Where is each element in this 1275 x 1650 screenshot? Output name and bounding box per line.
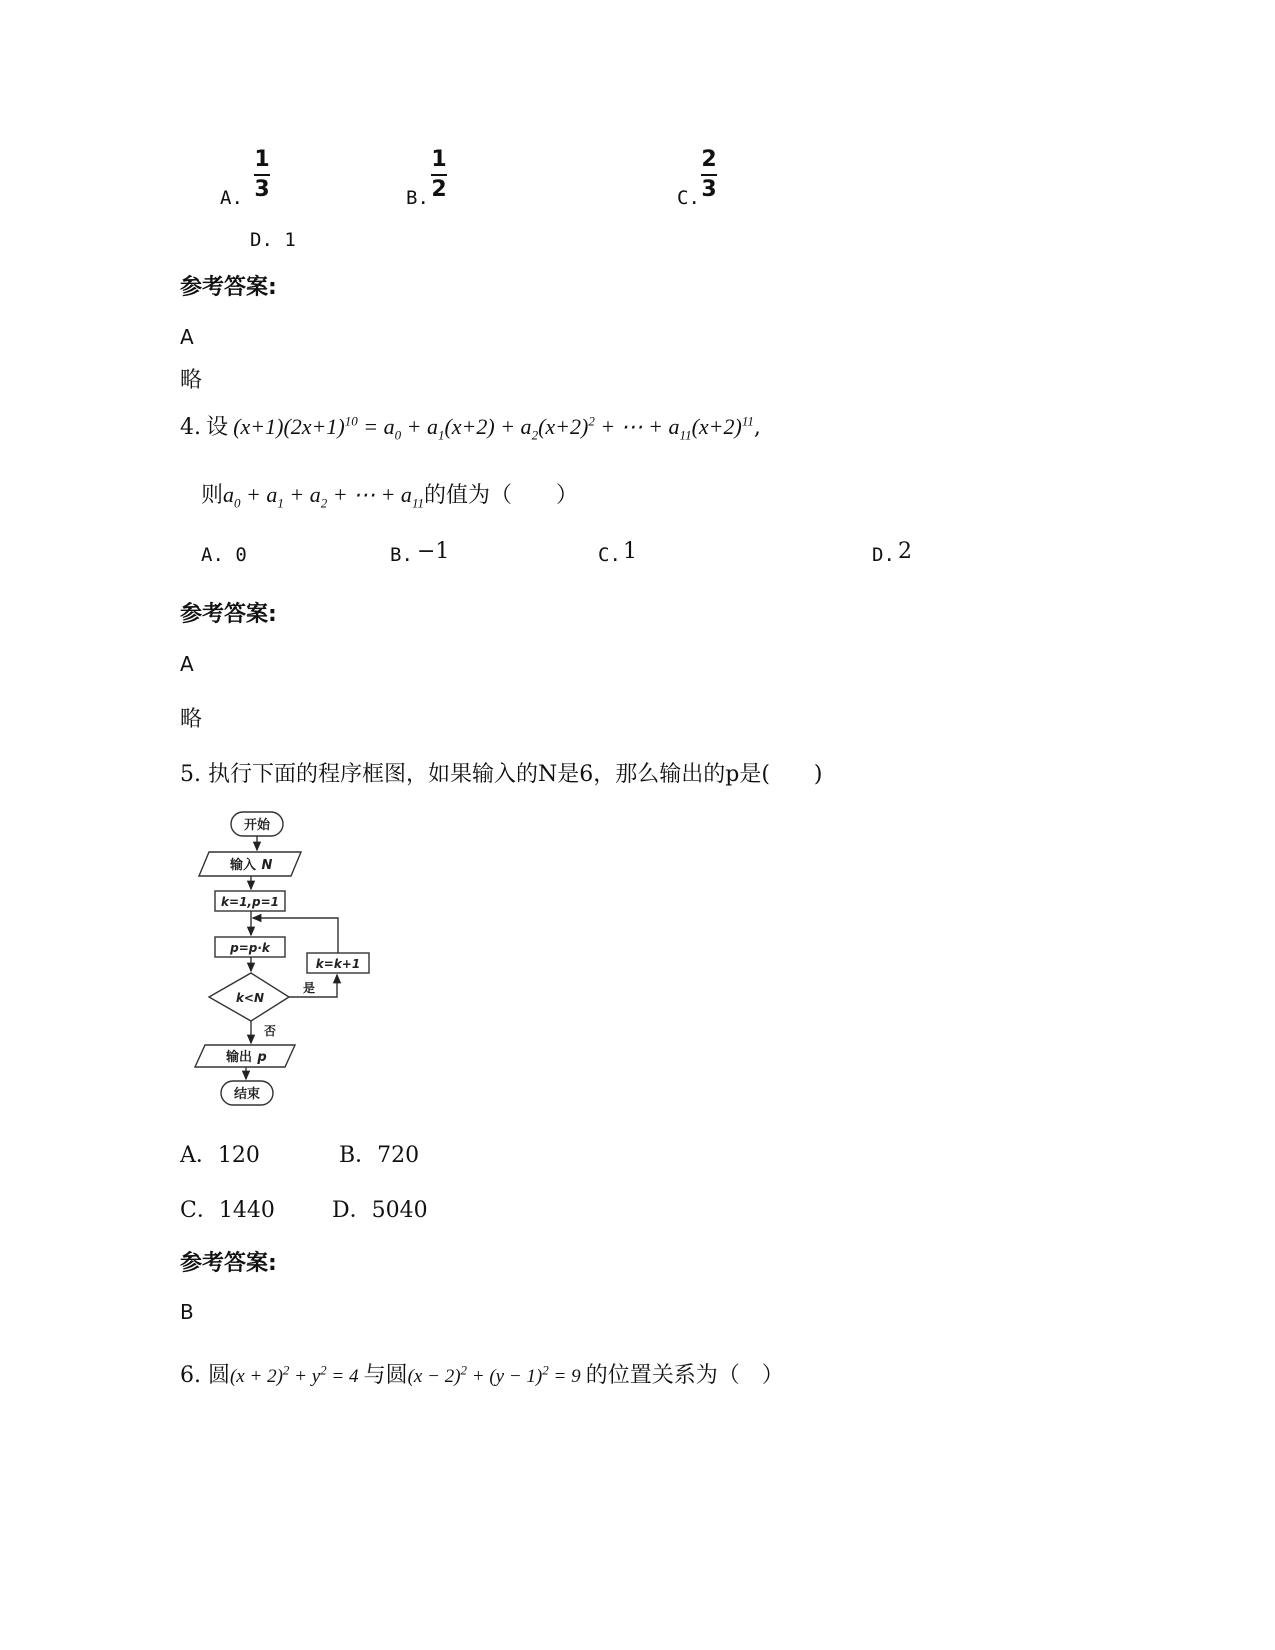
question-text: 的位置关系为（ ）: [585, 1363, 784, 1388]
flowchart-yes-label: 是: [302, 981, 316, 995]
fraction-numerator: 1: [431, 147, 447, 172]
answer-note: 略: [180, 368, 203, 393]
q3-option-a-fraction: [254, 148, 270, 202]
flowchart-end-label: 结束: [233, 1087, 261, 1102]
answer-note: 略: [180, 707, 203, 732]
q4-option-d-value: 2: [898, 539, 912, 564]
sum-expression: $a_0 + a_1 + a_2$ + ⋯ + $a_{11}$: [223, 482, 424, 511]
question-5: 5. 执行下面的程序框图，如果输入的N是6，那么输出的p是( ): [180, 762, 823, 787]
q4-option-b-label: B.: [390, 544, 413, 566]
equation-circle-1: $(x + 2)^2 + y^2 = 4$: [229, 1362, 359, 1387]
fraction-numerator: 1: [254, 147, 270, 172]
equation-circle-2: $(x - 2)^2 + (y - 1)^2 = 9$: [407, 1362, 581, 1387]
q5-option-a: A．120: [180, 1143, 260, 1168]
q3-option-b-label: B.: [406, 187, 429, 209]
answer-letter: B: [180, 1300, 194, 1324]
fraction-denominator: 3: [701, 177, 717, 202]
q4-option-d-label: D.: [872, 544, 895, 566]
answer-header: 参考答案:: [180, 602, 277, 627]
flowchart-increment-label: k=k+1: [315, 957, 361, 971]
fraction-denominator: 3: [254, 177, 270, 202]
fraction-denominator: 2: [431, 177, 447, 202]
flowchart-input-var: N: [261, 858, 273, 873]
flowchart-init-label: k=1,p=1: [221, 895, 279, 909]
flowchart: [185, 805, 385, 1110]
q5-option-b: B．720: [339, 1143, 420, 1168]
question-4-line2: [201, 478, 578, 511]
question-lead: 设: [206, 415, 229, 440]
flowchart-process-label: p=p·k: [230, 941, 270, 955]
q4-option-c-label: C.: [598, 544, 621, 566]
q5-option-c: C．1440: [180, 1198, 275, 1223]
question-6: [180, 1358, 784, 1389]
q3-option-b-fraction: [431, 148, 447, 202]
flowchart-condition-label: k<N: [235, 991, 265, 1005]
answer-header: 参考答案:: [180, 275, 277, 300]
q5-option-d: D．5040: [332, 1198, 428, 1223]
question-text: 则: [201, 483, 224, 508]
question-text: 的值为（ ）: [423, 483, 578, 508]
flowchart-no-label: 否: [263, 1024, 277, 1038]
answer-letter: A: [180, 652, 194, 676]
flowchart-start-label: 开始: [243, 818, 271, 833]
q4-option-c-value: 1: [623, 539, 637, 564]
answer-header: 参考答案:: [180, 1251, 277, 1276]
q3-option-d: D. 1: [250, 229, 296, 251]
flowchart-input-label: 输入: [229, 858, 257, 873]
q3-option-a-label: A.: [220, 187, 243, 209]
question-lead: 6. 圆: [180, 1363, 230, 1388]
question-4: 4. 设 $(x+1)(2x+1)^{10} = a_0 + a_1(x+2) + a_2(x+2)^2$ + ⋯ + $a_{11}(x+2)^{11}$,: [180, 413, 761, 443]
q4-option-a: A. 0: [201, 544, 247, 566]
question-number: 4.: [180, 415, 201, 440]
q3-option-c-fraction: [701, 148, 717, 202]
answer-letter: A: [180, 325, 194, 349]
q3-option-c-label: C.: [677, 187, 700, 209]
flowchart-output-label: 输出: [225, 1050, 253, 1065]
fraction-numerator: 2: [701, 147, 717, 172]
flowchart-output-var: p: [257, 1050, 267, 1065]
q4-option-b-value: −1: [417, 539, 450, 564]
question-text: 与圆: [363, 1363, 408, 1388]
equation: $(x+1)(2x+1)^{10} = a_0 + a_1(x+2) + a_2(x+2)^2$ + ⋯ + $a_{11}(x+2)^{11}$: [233, 413, 754, 443]
